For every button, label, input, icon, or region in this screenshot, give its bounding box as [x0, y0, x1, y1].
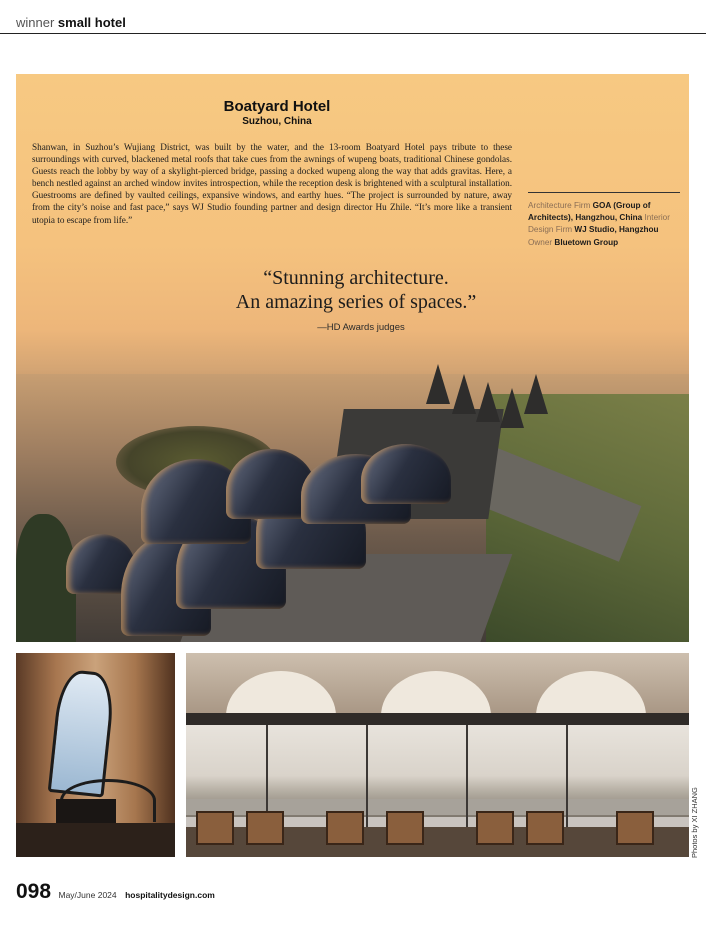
pyramid-roof: [452, 374, 476, 414]
pull-quote: [206, 266, 506, 314]
article-body: Shanwan, in Suzhou’s Wujiang District, was built by the water, and the 13-room Boatyard Hotel pays tribute to these surroundings with curved, blackened metal roofs that take cues from the awnings of wupeng boats, traditional Chinese gondolas. Guests reach the lobby by way of a skylight-pierced bridge, passing a docked wupeng along the way that adds gravitas. Here, a bench nestled against an arched window invites introspection, while the reception desk is brightened with a sculptural installation. Guestrooms are defined by vaulted ceilings, expansive windows, and earthy hues. “The project is surrounded by nature, away from the city’s noise and fast pace,” says WJ Studio founding partner and design director Hu Zhile. “It’s more like a transient utopia to escape from life.”: [32, 142, 512, 225]
page-footer: [16, 880, 215, 904]
category-label: winner: [16, 15, 55, 30]
chair: [246, 811, 284, 845]
pyramid-roof: [500, 388, 524, 428]
project-credits: [528, 192, 680, 249]
page-number: 098: [16, 880, 52, 903]
floor: [16, 823, 175, 857]
quote-line: An amazing series of spaces.”: [235, 291, 477, 313]
chair: [526, 811, 564, 845]
chair: [386, 811, 424, 845]
title-block: [192, 98, 362, 128]
lobby-photo: [16, 653, 175, 857]
credit-label: Owner: [528, 237, 553, 247]
hotel-location: Suzhou, China: [242, 116, 312, 127]
credit-value: WJ Studio, Hangzhou: [574, 225, 659, 235]
chair: [326, 811, 364, 845]
header-rule: [0, 33, 706, 34]
chair: [616, 811, 654, 845]
hotel-name: Boatyard Hotel: [223, 98, 331, 115]
quote-attribution: —HD Awards judges: [317, 322, 405, 333]
section-header: [16, 15, 126, 31]
credit-value: Bluetown Group: [554, 237, 619, 247]
dining-photo: [186, 653, 689, 857]
window-mullion: [366, 725, 368, 835]
issue-date: May/June 2024: [58, 890, 117, 900]
window-mullion: [566, 725, 568, 835]
hero-photo: [16, 74, 689, 642]
window-mullion: [466, 725, 468, 835]
pyramid-roof: [476, 382, 500, 422]
website: hospitalitydesign.com: [125, 890, 215, 900]
pyramid-roof: [524, 374, 548, 414]
photo-credit: Photos by XI ZHANG: [690, 787, 699, 858]
credit-label: Architecture Firm: [528, 201, 591, 210]
roof-beam: [186, 713, 689, 725]
quote-line: “Stunning architecture.: [263, 267, 449, 289]
credit-value: GOA (Group of Architects), Hangzhou, China: [528, 201, 651, 223]
credit-label: Interior Design Firm: [528, 213, 670, 235]
chair: [476, 811, 514, 845]
pyramid-roof: [426, 364, 450, 404]
chair: [196, 811, 234, 845]
section-label: small hotel: [57, 15, 126, 30]
